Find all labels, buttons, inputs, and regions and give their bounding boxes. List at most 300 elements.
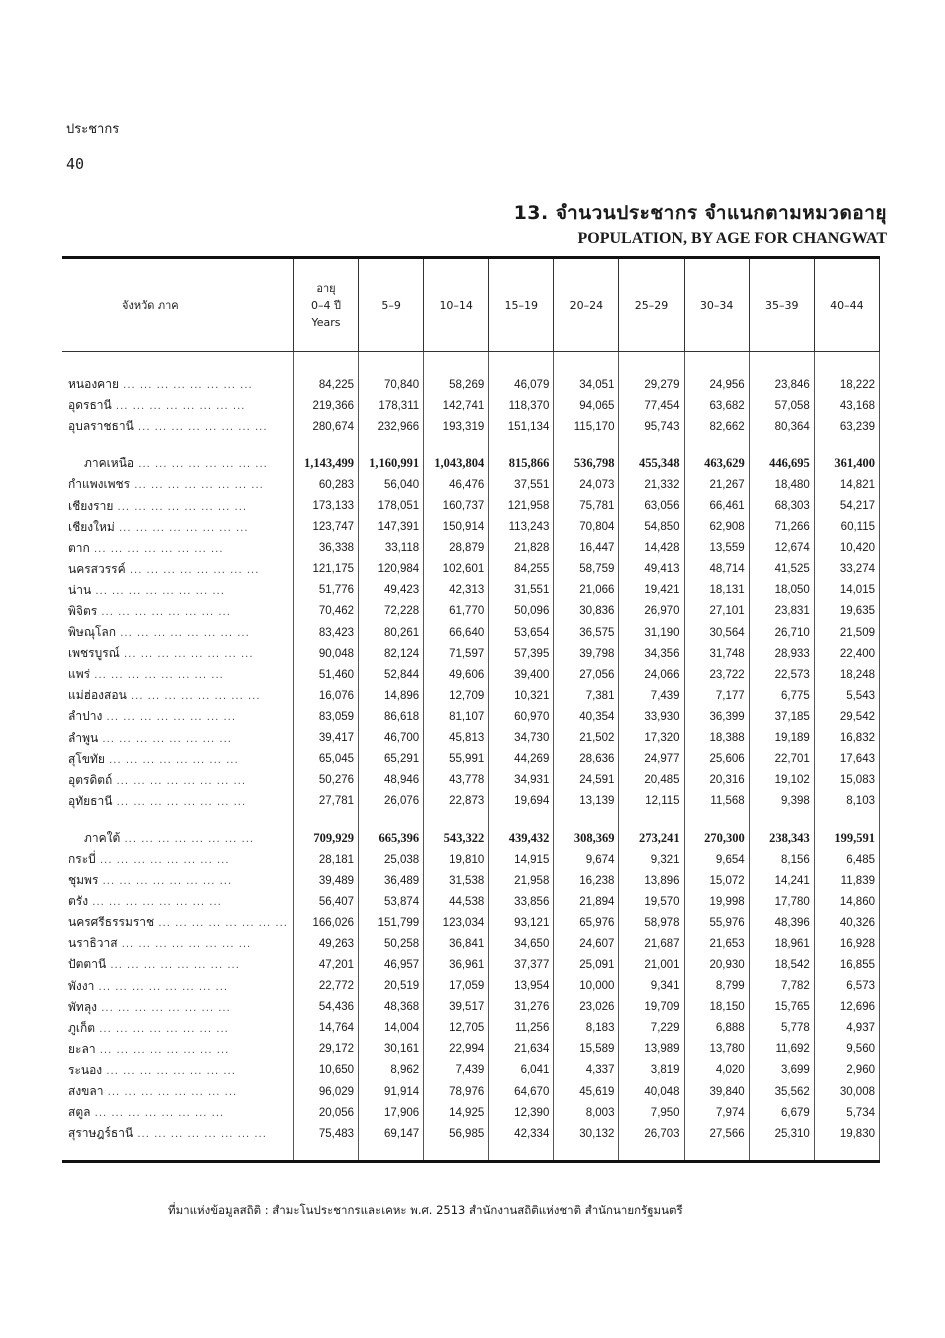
name-text: ปัตตานี	[68, 957, 107, 972]
population-value: 151,134	[489, 416, 554, 437]
population-value: 17,780	[749, 891, 814, 912]
population-value: 9,654	[684, 849, 749, 870]
leader-dots: ... ... ... ... ... ... ... ...	[95, 1044, 230, 1056]
population-value: 75,483	[293, 1123, 358, 1144]
population-value: 14,915	[489, 849, 554, 870]
population-value: 446,695	[749, 453, 814, 474]
population-value: 31,190	[619, 622, 684, 643]
population-value: 12,115	[619, 791, 684, 812]
population-value: 5,734	[814, 1102, 879, 1123]
population-value: 27,101	[684, 601, 749, 622]
population-value: 58,978	[619, 912, 684, 933]
province-name	[62, 1081, 293, 1102]
population-value: 82,124	[359, 643, 424, 664]
population-value: 7,439	[619, 685, 684, 706]
population-value: 91,914	[359, 1081, 424, 1102]
population-value: 33,118	[359, 538, 424, 559]
population-value: 7,439	[424, 1060, 489, 1081]
population-value: 238,343	[749, 828, 814, 849]
population-value: 10,650	[293, 1060, 358, 1081]
population-value: 10,321	[489, 685, 554, 706]
population-value: 12,709	[424, 685, 489, 706]
population-value: 56,985	[424, 1123, 489, 1144]
population-value: 24,073	[554, 474, 619, 495]
population-value: 16,928	[814, 933, 879, 954]
population-value: 41,525	[749, 559, 814, 580]
name-text: กระบี่	[68, 852, 96, 867]
table-row	[62, 474, 880, 495]
population-value: 49,423	[359, 580, 424, 601]
population-value: 36,338	[293, 538, 358, 559]
population-value: 147,391	[359, 517, 424, 538]
population-value: 40,048	[619, 1081, 684, 1102]
population-value: 60,970	[489, 706, 554, 727]
population-value: 90,048	[293, 643, 358, 664]
population-value: 280,674	[293, 416, 358, 437]
spacer-row	[62, 812, 880, 828]
population-value: 48,714	[684, 559, 749, 580]
population-value: 22,573	[749, 664, 814, 685]
province-name	[62, 559, 293, 580]
table-row	[62, 1060, 880, 1081]
population-value: 53,874	[359, 891, 424, 912]
name-text: ตาก	[68, 540, 90, 555]
province-name	[62, 870, 293, 891]
population-value: 18,248	[814, 664, 879, 685]
population-value: 21,502	[554, 728, 619, 749]
table-row	[62, 538, 880, 559]
population-value: 72,228	[359, 601, 424, 622]
population-value: 27,056	[554, 664, 619, 685]
population-value: 78,976	[424, 1081, 489, 1102]
population-value: 43,168	[814, 395, 879, 416]
population-value: 33,856	[489, 891, 554, 912]
population-value: 8,156	[749, 849, 814, 870]
name-text: อุทัยธานี	[68, 793, 113, 808]
population-value: 22,701	[749, 749, 814, 770]
leader-dots: ... ... ... ... ... ... ... ...	[119, 649, 254, 661]
leader-dots: ... ... ... ... ... ... ... ...	[134, 459, 268, 471]
population-value: 24,956	[684, 374, 749, 395]
leader-dots: ... ... ... ... ... ... ... ...	[133, 422, 268, 434]
population-value: 815,866	[489, 453, 554, 474]
population-value: 65,976	[554, 912, 619, 933]
column-header-age: 5–9	[359, 259, 424, 352]
name-text: นครศรีธรรมราช	[68, 915, 155, 930]
population-value: 37,377	[489, 954, 554, 975]
population-value: 6,041	[489, 1060, 554, 1081]
population-value: 270,300	[684, 828, 749, 849]
population-value: 6,573	[814, 976, 879, 997]
spacer-row	[62, 437, 880, 453]
population-value: 34,051	[554, 374, 619, 395]
population-value: 28,879	[424, 538, 489, 559]
population-value: 42,334	[489, 1123, 554, 1144]
population-value: 178,051	[359, 495, 424, 516]
population-value: 60,283	[293, 474, 358, 495]
population-value: 14,764	[293, 1018, 358, 1039]
population-value: 361,400	[814, 453, 879, 474]
leader-dots: ... ... ... ... ... ... ... ...	[116, 628, 250, 640]
population-value: 48,396	[749, 912, 814, 933]
population-value: 20,316	[684, 770, 749, 791]
population-value: 80,364	[749, 416, 814, 437]
leader-dots: ... ... ... ... ... ... ... ...	[102, 1065, 236, 1077]
population-value: 39,489	[293, 870, 358, 891]
population-value: 1,143,499	[293, 453, 358, 474]
population-value: 24,591	[554, 770, 619, 791]
population-value: 18,222	[814, 374, 879, 395]
population-value: 6,485	[814, 849, 879, 870]
province-name	[62, 601, 293, 622]
page-number: 40	[66, 155, 85, 173]
column-header-age: 25–29	[619, 259, 684, 352]
population-value: 60,115	[814, 517, 879, 538]
spacer-row	[62, 1144, 880, 1160]
population-value: 30,836	[554, 601, 619, 622]
name-text: สุโขทัย	[68, 751, 105, 766]
population-value: 13,139	[554, 791, 619, 812]
province-name	[62, 622, 293, 643]
population-value: 71,597	[424, 643, 489, 664]
population-value: 536,798	[554, 453, 619, 474]
population-value: 49,413	[619, 559, 684, 580]
population-value: 113,243	[489, 517, 554, 538]
population-value: 142,741	[424, 395, 489, 416]
province-name	[62, 728, 293, 749]
population-value: 65,045	[293, 749, 358, 770]
population-value: 7,974	[684, 1102, 749, 1123]
leader-dots: ... ... ... ... ... ... ... ...	[102, 712, 237, 724]
population-value: 54,217	[814, 495, 879, 516]
population-value: 52,844	[359, 664, 424, 685]
population-value: 7,177	[684, 685, 749, 706]
name-text: ยะลา	[68, 1041, 96, 1056]
table-row	[62, 976, 880, 997]
name-text: กำแพงเพชร	[68, 477, 131, 492]
data-table	[62, 259, 880, 1160]
leader-dots: ... ... ... ... ... ... ... ...	[113, 501, 248, 513]
province-name	[62, 517, 293, 538]
population-value: 70,804	[554, 517, 619, 538]
population-value: 665,396	[359, 828, 424, 849]
table-row	[62, 870, 880, 891]
population-value: 66,461	[684, 495, 749, 516]
population-value: 20,485	[619, 770, 684, 791]
population-value: 30,132	[554, 1123, 619, 1144]
table-row	[62, 643, 880, 664]
years-label: Years	[311, 315, 341, 329]
title-thai: 13. จำนวนประชากร จำแนกตามหมวดอายุ	[513, 202, 887, 224]
population-value: 56,040	[359, 474, 424, 495]
province-name	[62, 891, 293, 912]
population-value: 21,509	[814, 622, 879, 643]
population-value: 12,705	[424, 1018, 489, 1039]
population-value: 46,476	[424, 474, 489, 495]
population-value: 102,601	[424, 559, 489, 580]
population-value: 40,354	[554, 706, 619, 727]
population-value: 3,819	[619, 1060, 684, 1081]
population-value: 160,737	[424, 495, 489, 516]
name-text: พิจิตร	[68, 603, 98, 618]
name-text: ระนอง	[68, 1062, 103, 1077]
population-value: 4,337	[554, 1060, 619, 1081]
province-name	[62, 976, 293, 997]
population-value: 70,462	[293, 601, 358, 622]
population-value: 19,635	[814, 601, 879, 622]
leader-dots: ... ... ... ... ... ... ... ...	[89, 543, 224, 555]
population-value: 83,059	[293, 706, 358, 727]
table-row	[62, 1018, 880, 1039]
population-value: 21,001	[619, 954, 684, 975]
table-row	[62, 374, 880, 395]
leader-dots: ... ... ... ... ... ... ... ...	[90, 670, 224, 682]
population-value: 9,398	[749, 791, 814, 812]
column-header-age: 40–44	[814, 259, 879, 352]
population-value: 19,570	[619, 891, 684, 912]
population-value: 83,423	[293, 622, 358, 643]
province-name	[62, 954, 293, 975]
region-name	[62, 453, 293, 474]
name-text: นราธิวาส	[68, 936, 118, 951]
population-value: 6,679	[749, 1102, 814, 1123]
population-value: 34,650	[489, 933, 554, 954]
population-value: 30,564	[684, 622, 749, 643]
population-value: 46,700	[359, 728, 424, 749]
name-text: อุตรดิตถ์	[68, 772, 113, 787]
population-value: 26,710	[749, 622, 814, 643]
leader-dots: ... ... ... ... ... ... ... ...	[112, 796, 247, 808]
table-row	[62, 580, 880, 601]
province-name	[62, 664, 293, 685]
population-value: 16,832	[814, 728, 879, 749]
population-value: 46,079	[489, 374, 554, 395]
table-row	[62, 997, 880, 1018]
table-row	[62, 1123, 880, 1144]
population-value: 42,313	[424, 580, 489, 601]
population-value: 19,189	[749, 728, 814, 749]
name-text: สงขลา	[68, 1084, 104, 1099]
population-value: 21,634	[489, 1039, 554, 1060]
population-value: 34,931	[489, 770, 554, 791]
population-value: 12,390	[489, 1102, 554, 1123]
population-value: 7,381	[554, 685, 619, 706]
population-value: 37,551	[489, 474, 554, 495]
table-row	[62, 749, 880, 770]
leader-dots: ... ... ... ... ... ... ... ...	[106, 960, 240, 972]
population-value: 273,241	[619, 828, 684, 849]
population-value: 49,263	[293, 933, 358, 954]
province-name	[62, 770, 293, 791]
population-value: 18,131	[684, 580, 749, 601]
leader-dots: ... ... ... ... ... ... ... ...	[103, 1087, 238, 1099]
population-value: 7,229	[619, 1018, 684, 1039]
population-value: 36,489	[359, 870, 424, 891]
province-name	[62, 791, 293, 812]
population-value: 8,003	[554, 1102, 619, 1123]
table-row	[62, 791, 880, 812]
population-value: 709,929	[293, 828, 358, 849]
population-value: 15,072	[684, 870, 749, 891]
column-header-age: 10–14	[424, 259, 489, 352]
population-value: 16,855	[814, 954, 879, 975]
name-text: สุราษฎร์ธานี	[68, 1126, 134, 1141]
population-value: 5,543	[814, 685, 879, 706]
population-value: 23,831	[749, 601, 814, 622]
population-value: 36,399	[684, 706, 749, 727]
population-value: 31,276	[489, 997, 554, 1018]
population-value: 455,348	[619, 453, 684, 474]
population-value: 151,799	[359, 912, 424, 933]
leader-dots: ... ... ... ... ... ... ... ...	[112, 775, 247, 787]
population-value: 36,841	[424, 933, 489, 954]
population-value: 21,066	[554, 580, 619, 601]
population-value: 219,366	[293, 395, 358, 416]
population-value: 17,320	[619, 728, 684, 749]
province-name	[62, 1039, 293, 1060]
province-name	[62, 374, 293, 395]
population-value: 81,107	[424, 706, 489, 727]
population-value: 6,775	[749, 685, 814, 706]
source-note: ที่มาแห่งข้อมูลสถิติ : สำมะโนประชากรและเคหะ พ.ศ. 2513 สำนักงานสถิติแห่งชาติ สำนักนายกรัฐมนตรี	[168, 1203, 683, 1217]
population-value: 26,970	[619, 601, 684, 622]
population-value: 29,172	[293, 1039, 358, 1060]
population-value: 54,850	[619, 517, 684, 538]
population-value: 27,781	[293, 791, 358, 812]
province-name	[62, 933, 293, 954]
name-text: ภาคใต้	[84, 830, 121, 845]
table-row	[62, 664, 880, 685]
population-value: 14,015	[814, 580, 879, 601]
leader-dots: ... ... ... ... ... ... ... ...	[95, 855, 230, 867]
population-value: 4,937	[814, 1018, 879, 1039]
population-value: 96,029	[293, 1081, 358, 1102]
population-value: 14,896	[359, 685, 424, 706]
province-name	[62, 495, 293, 516]
population-value: 13,989	[619, 1039, 684, 1060]
population-value: 21,894	[554, 891, 619, 912]
population-value: 21,828	[489, 538, 554, 559]
population-value: 24,607	[554, 933, 619, 954]
population-value: 80,261	[359, 622, 424, 643]
column-header-age: 20–24	[554, 259, 619, 352]
population-value: 70,840	[359, 374, 424, 395]
population-value: 48,946	[359, 770, 424, 791]
population-value: 14,821	[814, 474, 879, 495]
leader-dots: ... ... ... ... ... ... ... ...	[133, 1129, 267, 1141]
population-value: 463,629	[684, 453, 749, 474]
population-value: 24,977	[619, 749, 684, 770]
population-value: 26,703	[619, 1123, 684, 1144]
age-range-label: 0–4 ปี	[310, 298, 341, 312]
population-value: 49,606	[424, 664, 489, 685]
province-name	[62, 643, 293, 664]
population-value: 95,743	[619, 416, 684, 437]
population-table	[62, 256, 880, 1163]
region-name	[62, 828, 293, 849]
population-value: 18,050	[749, 580, 814, 601]
province-name	[62, 538, 293, 559]
name-text: หนองคาย	[68, 377, 119, 392]
population-value: 9,341	[619, 976, 684, 997]
population-value: 56,407	[293, 891, 358, 912]
population-value: 178,311	[359, 395, 424, 416]
province-name	[62, 706, 293, 727]
name-text: เพชรบูรณ์	[68, 646, 120, 661]
population-value: 123,747	[293, 517, 358, 538]
population-value: 5,778	[749, 1018, 814, 1039]
population-value: 34,730	[489, 728, 554, 749]
section-label: ประชากร	[66, 122, 120, 137]
population-value: 48,368	[359, 997, 424, 1018]
population-value: 31,538	[424, 870, 489, 891]
population-value: 21,653	[684, 933, 749, 954]
name-text: พังงา	[68, 978, 95, 993]
province-name	[62, 416, 293, 437]
name-text: อุดรธานี	[68, 398, 112, 413]
population-value: 93,121	[489, 912, 554, 933]
population-value: 54,436	[293, 997, 358, 1018]
population-value: 25,038	[359, 849, 424, 870]
population-value: 13,780	[684, 1039, 749, 1060]
population-value: 115,170	[554, 416, 619, 437]
population-value: 45,619	[554, 1081, 619, 1102]
population-value: 10,420	[814, 538, 879, 559]
table-title	[514, 198, 887, 248]
table-row	[62, 706, 880, 727]
population-value: 33,930	[619, 706, 684, 727]
population-value: 77,454	[619, 395, 684, 416]
population-value: 4,020	[684, 1060, 749, 1081]
province-name	[62, 580, 293, 601]
population-value: 6,888	[684, 1018, 749, 1039]
table-row	[62, 770, 880, 791]
leader-dots: ... ... ... ... ... ... ... ...	[90, 1108, 225, 1120]
population-value: 64,670	[489, 1081, 554, 1102]
population-value: 121,175	[293, 559, 358, 580]
population-value: 8,962	[359, 1060, 424, 1081]
population-value: 82,662	[684, 416, 749, 437]
population-value: 13,896	[619, 870, 684, 891]
population-value: 21,687	[619, 933, 684, 954]
table-row	[62, 849, 880, 870]
table-row	[62, 933, 880, 954]
population-value: 23,846	[749, 374, 814, 395]
table-row	[62, 1039, 880, 1060]
population-value: 62,908	[684, 517, 749, 538]
population-value: 86,618	[359, 706, 424, 727]
population-value: 18,150	[684, 997, 749, 1018]
population-value: 2,960	[814, 1060, 879, 1081]
province-name	[62, 749, 293, 770]
population-value: 94,065	[554, 395, 619, 416]
population-value: 22,873	[424, 791, 489, 812]
population-value: 17,059	[424, 976, 489, 997]
population-value: 543,322	[424, 828, 489, 849]
population-value: 18,542	[749, 954, 814, 975]
population-value: 13,954	[489, 976, 554, 997]
population-value: 57,058	[749, 395, 814, 416]
population-value: 51,776	[293, 580, 358, 601]
population-value: 118,370	[489, 395, 554, 416]
population-value: 11,256	[489, 1018, 554, 1039]
population-value: 84,255	[489, 559, 554, 580]
name-text: อุบลราชธานี	[68, 419, 134, 434]
region-row	[62, 828, 880, 849]
table-row	[62, 891, 880, 912]
table-row	[62, 622, 880, 643]
population-value: 40,326	[814, 912, 879, 933]
